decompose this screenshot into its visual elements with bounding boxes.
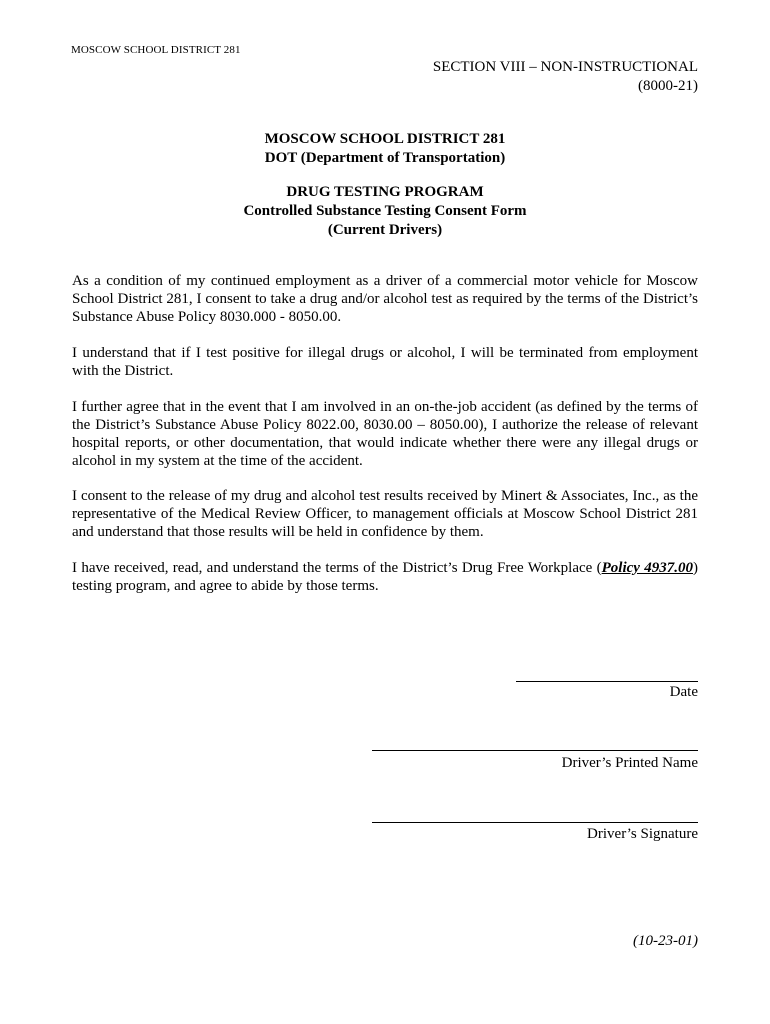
- program-title: DRUG TESTING PROGRAM: [286, 184, 484, 200]
- printed-name-signature-line[interactable]: [372, 750, 698, 751]
- section-title: SECTION VIII – NON-INSTRUCTIONAL: [432, 59, 698, 75]
- driver-signature-label: Driver’s Signature: [587, 826, 698, 842]
- document-title-group: [0, 130, 770, 168]
- running-header: MOSCOW SCHOOL DISTRICT 281: [71, 44, 241, 56]
- paragraph-5-end: ) testing program, and agree to abide by those terms.: [72, 560, 698, 594]
- district-title: MOSCOW SCHOOL DISTRICT 281: [264, 131, 506, 147]
- form-title: Controlled Substance Testing Consent Form: [243, 203, 527, 219]
- policy-reference: Policy 4937.00: [601, 560, 693, 576]
- department-title: DOT (Department of Transportation): [264, 150, 506, 166]
- date-signature-line[interactable]: [516, 681, 698, 682]
- section-heading: [433, 58, 698, 96]
- date-label: Date: [669, 684, 698, 700]
- consent-paragraph-4: I consent to the release of my drug and alcohol test results received by Minert & Associates, Inc., as the representative of the Medical Review Officer, to management officials at Moscow School District 281 and understand that those results will be held in confidence by them.: [72, 488, 698, 540]
- consent-paragraph-5: [72, 559, 698, 595]
- consent-paragraph-1: As a condition of my continued employment as a driver of a commercial motor vehicle for Moscow School District 281, I consent to take a drug and/or alcohol test as required by the terms of the District’s Substance Abuse Policy 8030.000 - 8050.00.: [72, 273, 698, 325]
- driver-signature-line[interactable]: [372, 822, 698, 823]
- paragraph-5-start: I have received, read, and understand the terms of the District’s Drug Free Workplace (: [72, 560, 602, 576]
- section-code: (8000-21): [638, 78, 698, 94]
- consent-paragraph-3: I further agree that in the event that I am involved in an on-the-job accident (as defined by the terms of the District’s Substance Abuse Policy 8022.00, 8030.00 – 8050.00), I authorize the release of relevant hospital reports, or other documentation, that would indicate whether there were any illegal drugs or alcohol in my system at the time of the accident.: [72, 399, 698, 469]
- revision-date: (10-23-01): [633, 933, 698, 949]
- printed-name-label: Driver’s Printed Name: [561, 755, 698, 771]
- consent-paragraph-2: I understand that if I test positive for illegal drugs or alcohol, I will be terminated from employment with the District.: [72, 345, 698, 379]
- form-subtitle: (Current Drivers): [327, 222, 443, 238]
- form-title-group: [0, 183, 770, 240]
